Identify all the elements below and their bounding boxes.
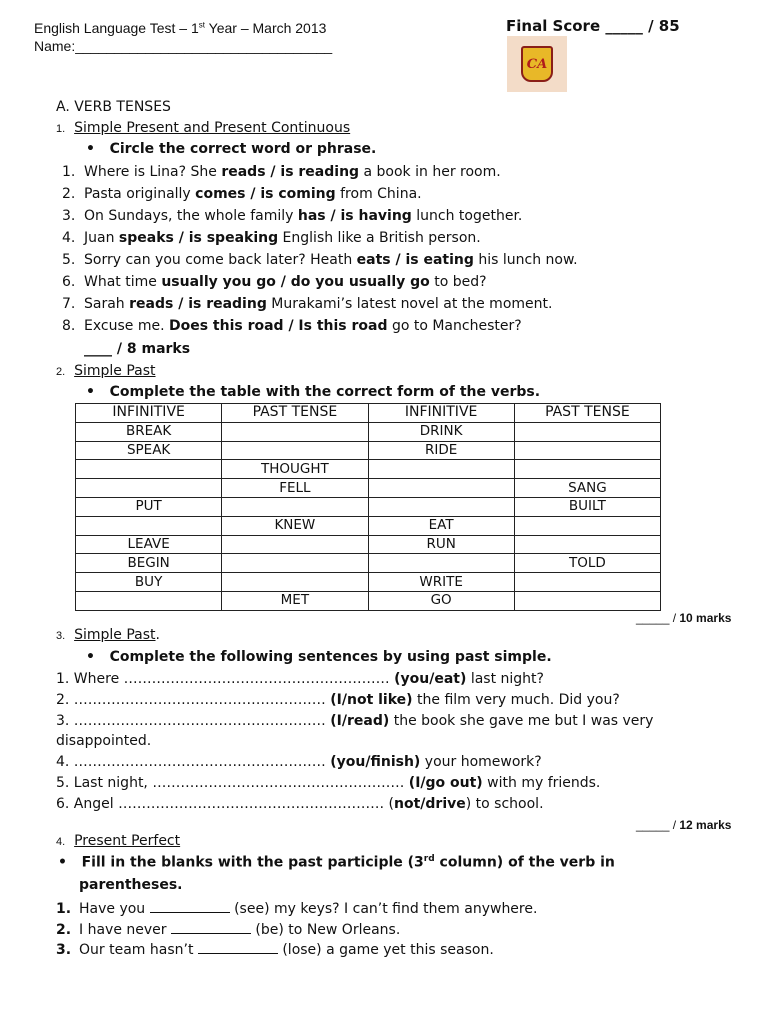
table-cell[interactable]: BUILT: [514, 497, 660, 516]
table-cell[interactable]: SPEAK: [76, 441, 222, 460]
table-cell[interactable]: THOUGHT: [222, 460, 368, 479]
part4-heading: 4. Present Perfect: [56, 833, 181, 849]
table-cell[interactable]: MET: [222, 591, 368, 610]
list-item: 4. Juan speaks / is speaking English like a British person.: [62, 230, 481, 246]
table-row: [76, 516, 661, 535]
list-item: 2. ……………………………………………… (I/not like) the film very much. Did you?: [56, 691, 620, 708]
table-cell[interactable]: [368, 479, 514, 498]
test-title: English Language Test – 1st Year – March 2013: [34, 20, 327, 36]
table-cell[interactable]: [76, 591, 222, 610]
table-row: [76, 422, 661, 441]
part1-instruction: • Circle the correct word or phrase.: [86, 141, 377, 157]
list-item: 2. Pasta originally comes / is coming from China.: [62, 186, 422, 202]
list-item: 2. I have never (be) to New Orleans.: [56, 921, 401, 938]
table-cell[interactable]: [514, 535, 660, 554]
list-item: 5. Last night, ……………………………………………… (I/go out) with my friends.: [56, 774, 601, 791]
list-item: 5. Sorry can you come back later? Heath eats / is eating his lunch now.: [62, 252, 578, 268]
part2-heading: 2. Simple Past: [56, 363, 156, 379]
table-cell[interactable]: [514, 441, 660, 460]
table-cell[interactable]: RUN: [368, 535, 514, 554]
list-item: 1. Where is Lina? She reads / is reading a book in her room.: [62, 164, 501, 180]
part4-instruction: • Fill in the blanks with the past participle (3rd column) of the verb in: [58, 854, 615, 871]
table-row: [76, 573, 661, 592]
answer-blank[interactable]: [171, 921, 251, 934]
table-cell[interactable]: LEAVE: [76, 535, 222, 554]
part3-marks: _____ / 12 marks: [636, 818, 732, 832]
table-cell[interactable]: [222, 497, 368, 516]
part4-items: [56, 900, 537, 962]
table-cell[interactable]: WRITE: [368, 573, 514, 592]
table-row: [76, 535, 661, 554]
list-item: disappointed.: [56, 733, 152, 750]
table-cell[interactable]: [222, 535, 368, 554]
part4-instruction-line2: parentheses.: [79, 877, 183, 893]
column-header: INFINITIVE: [76, 404, 222, 423]
table-cell[interactable]: BUY: [76, 573, 222, 592]
part3-heading: 3. Simple Past.: [56, 627, 160, 643]
table-row: [76, 554, 661, 573]
table-cell[interactable]: SANG: [514, 479, 660, 498]
table-row: [76, 497, 661, 516]
table-cell[interactable]: [222, 554, 368, 573]
table-row: [76, 441, 661, 460]
table-cell[interactable]: EAT: [368, 516, 514, 535]
column-header: PAST TENSE: [222, 404, 368, 423]
table-cell[interactable]: [514, 516, 660, 535]
table-cell[interactable]: [514, 573, 660, 592]
table-cell[interactable]: [514, 591, 660, 610]
table-cell[interactable]: FELL: [222, 479, 368, 498]
part3-instruction: • Complete the following sentences by using past simple.: [86, 649, 552, 665]
table-cell[interactable]: [514, 422, 660, 441]
list-item: 3. On Sundays, the whole family has / is having lunch together.: [62, 208, 523, 224]
list-item: 7. Sarah reads / is reading Murakami’s latest novel at the moment.: [62, 296, 553, 312]
table-cell[interactable]: [514, 460, 660, 479]
table-cell[interactable]: [76, 460, 222, 479]
column-header: INFINITIVE: [368, 404, 514, 423]
table-cell[interactable]: [76, 479, 222, 498]
answer-blank[interactable]: [150, 900, 230, 913]
part3-items: [56, 670, 653, 816]
list-item: 4. ……………………………………………… (you/finish) your homework?: [56, 754, 542, 771]
part1-marks: ____ / 8 marks: [84, 341, 191, 357]
table-row: [76, 591, 661, 610]
list-item: 3. Our team hasn’t (lose) a game yet this season.: [56, 942, 494, 958]
table-cell[interactable]: [368, 460, 514, 479]
table-cell[interactable]: [222, 573, 368, 592]
verb-table: [75, 403, 661, 611]
table-cell[interactable]: KNEW: [222, 516, 368, 535]
list-item: 6. Angel ………………………………………………… (not/drive) to school.: [56, 795, 544, 812]
list-item: 6. What time usually you go / do you usually go to bed?: [62, 274, 487, 290]
section-heading: A. VERB TENSES: [56, 99, 171, 115]
table-cell[interactable]: GO: [368, 591, 514, 610]
table-cell[interactable]: BEGIN: [76, 554, 222, 573]
name-field[interactable]: Name:_________________________________: [34, 38, 333, 54]
list-item: 8. Excuse me. Does this road / Is this road go to Manchester?: [62, 318, 522, 334]
table-cell[interactable]: [368, 497, 514, 516]
table-cell[interactable]: PUT: [76, 497, 222, 516]
column-header: PAST TENSE: [514, 404, 660, 423]
final-score: Final Score _____ / 85: [506, 17, 680, 35]
shield-icon: CA: [521, 46, 553, 82]
table-row: [76, 460, 661, 479]
table-cell[interactable]: TOLD: [514, 554, 660, 573]
table-cell[interactable]: [222, 422, 368, 441]
list-item: 1. Have you (see) my keys? I can’t find them anywhere.: [56, 901, 538, 917]
list-item: 3. ……………………………………………… (I/read) the book she gave me but I was very: [56, 712, 654, 729]
part1-heading: 1. Simple Present and Present Continuous: [56, 120, 351, 136]
table-row: [76, 479, 661, 498]
table-cell[interactable]: RIDE: [368, 441, 514, 460]
table-cell[interactable]: [368, 554, 514, 573]
table-cell[interactable]: DRINK: [368, 422, 514, 441]
part1-items: [62, 163, 578, 339]
part2-instruction: • Complete the table with the correct form of the verbs.: [86, 384, 541, 400]
school-logo: [507, 36, 567, 92]
list-item: 1. Where ………………………………………………… (you/eat) last night?: [56, 671, 544, 687]
table-cell[interactable]: [222, 441, 368, 460]
part2-marks: _____ / 10 marks: [636, 611, 732, 625]
table-cell[interactable]: BREAK: [76, 422, 222, 441]
table-header-row: [76, 404, 661, 423]
answer-blank[interactable]: [198, 941, 278, 954]
table-cell[interactable]: [76, 516, 222, 535]
